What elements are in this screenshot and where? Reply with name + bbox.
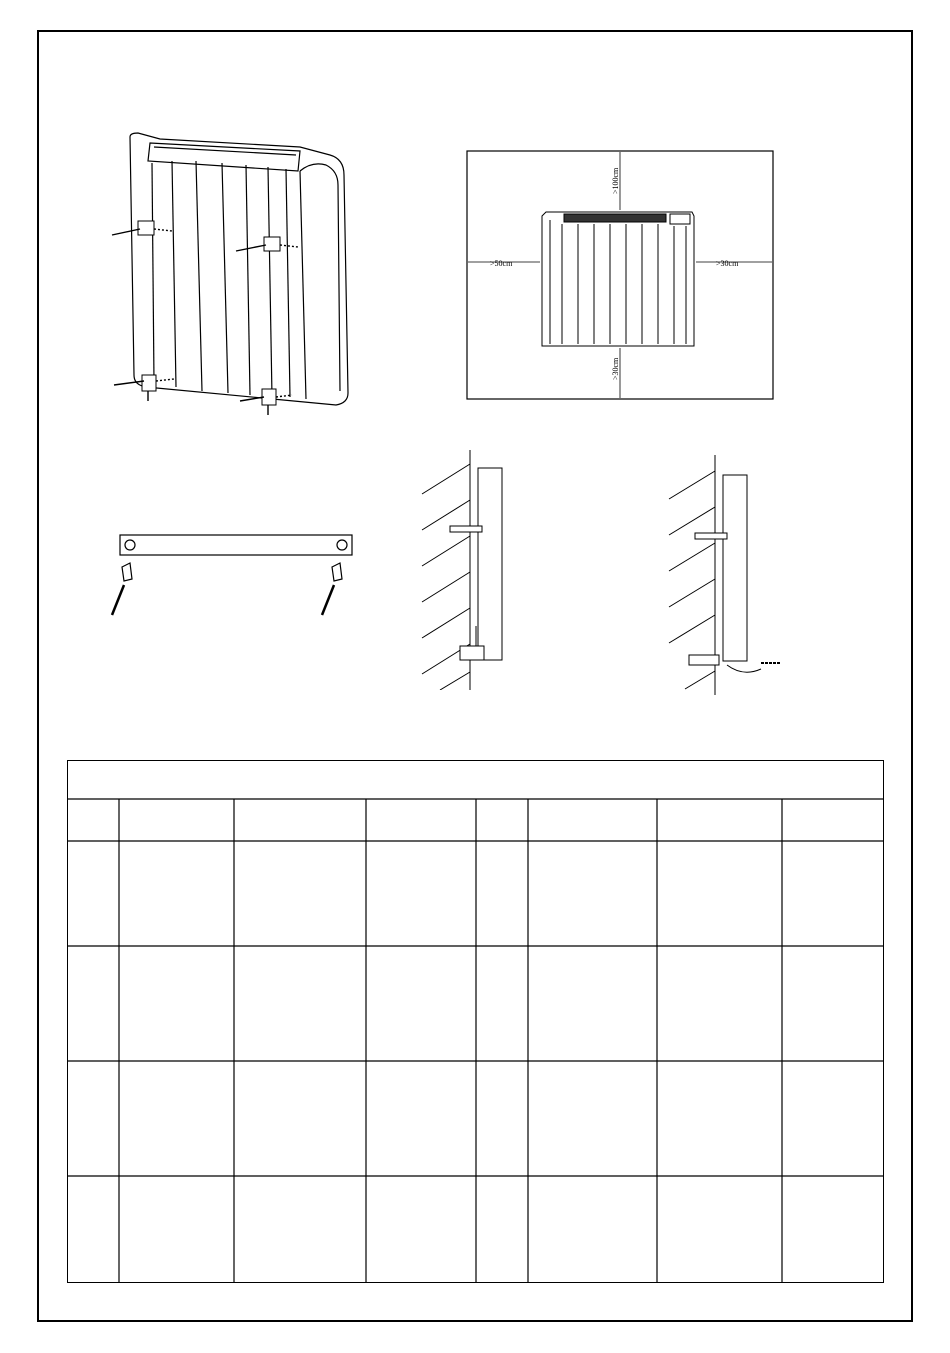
specification-table — [67, 760, 884, 1283]
side-view-mounted-figure — [420, 450, 520, 690]
mounting-rail-figure — [100, 525, 360, 625]
bottom-clearance-label: >30cm — [611, 357, 620, 380]
side-view-fixing-figure — [665, 455, 785, 695]
left-clearance-label: >50cm — [490, 259, 513, 268]
clearance-diagram — [466, 150, 776, 402]
top-clearance-label: >100cm — [611, 167, 620, 194]
right-clearance-label: >30cm — [716, 259, 739, 268]
table-grid — [68, 761, 883, 1282]
radiator-rear-bracket-figure — [100, 125, 360, 415]
